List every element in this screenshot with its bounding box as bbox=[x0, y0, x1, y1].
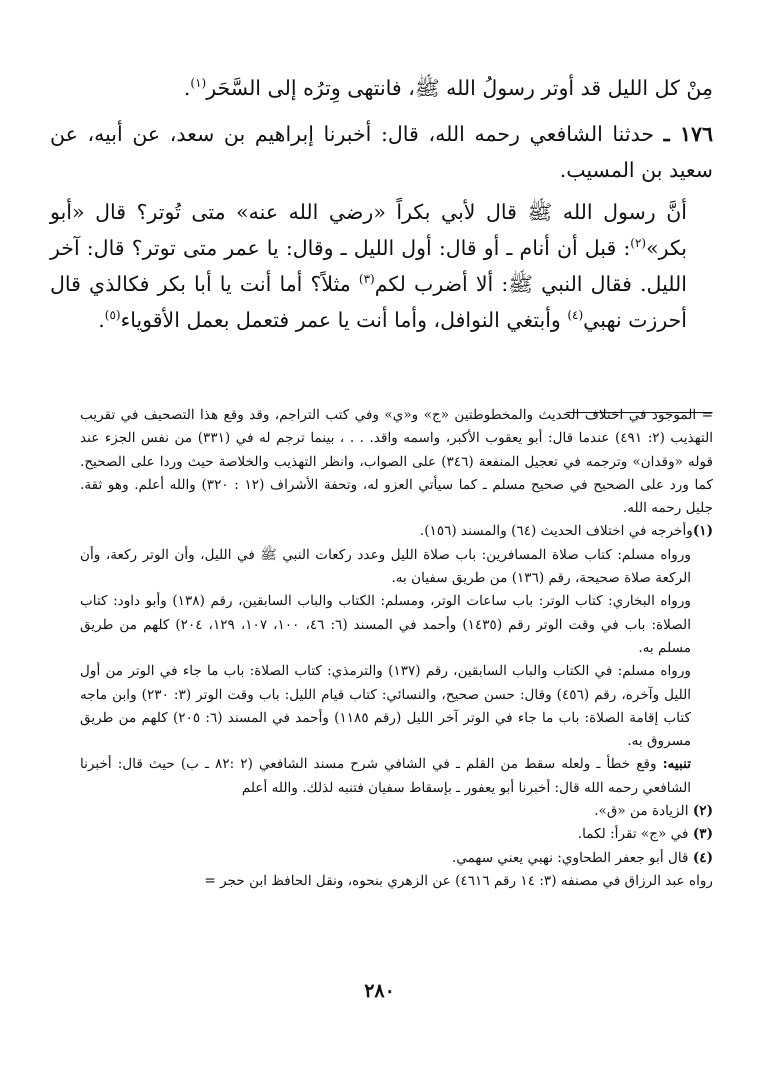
footnote-2-label: (٢) bbox=[692, 803, 713, 820]
continuation-text: مِنْ كل الليل قد أوتر رسولُ الله ﷺ، فانتهى وِترُه إلى السَّحَر bbox=[206, 76, 713, 100]
footnote-ref-4: (٤) bbox=[567, 308, 584, 323]
matn-part-1: أنَّ رسول الله ﷺ قال لأبي بكراً «رضي الله عنه» متى تُوتر؟ قال «أبو بكر» bbox=[50, 200, 687, 260]
footnote-1-note bbox=[80, 753, 713, 800]
matn-part-2: : قبل أن أنام ـ أو قال: أول الليل ـ وقال: يا عمر متى توتر؟ قال: آخر الليل. فقال النبي ﷺ: ألا أضرب لكم bbox=[50, 236, 687, 296]
footnote-ref-1: (١) bbox=[190, 76, 207, 91]
footnote-ref-3: (٣) bbox=[358, 272, 375, 287]
matn-part-3: مثلاً؟ أما أنت يا أبا بكر فكالذي قال أحرزت نهبي bbox=[50, 272, 687, 332]
footnote-3-text: في «ج» تقرأ: لكما. bbox=[577, 826, 693, 843]
matn-end: . bbox=[98, 308, 105, 332]
footnote-2 bbox=[80, 800, 713, 823]
page-number: ٢٨٠ bbox=[364, 980, 395, 1002]
matn-part-4: وأبتغي النوافل، وأما أنت يا عمر فتعمل بعمل الأقوياء bbox=[120, 308, 568, 332]
footnote-3 bbox=[80, 823, 713, 846]
note-label: تنبيه: bbox=[662, 756, 691, 773]
footnotes bbox=[80, 404, 713, 893]
footnote-ref-5: (٥) bbox=[104, 308, 121, 323]
footnote-3-label: (٣) bbox=[692, 826, 713, 843]
main-text bbox=[50, 70, 713, 348]
hadith-number: ١٧٦ ـ bbox=[663, 122, 713, 146]
isnad-text: حدثنا الشافعي رحمه الله، قال: أخبرنا إبراهيم بن سعد، عن أبيه، عن سعيد بن المسيب. bbox=[50, 122, 713, 182]
footnote-4 bbox=[80, 847, 713, 870]
hadith-isnad bbox=[50, 116, 713, 188]
footnote-1-intro: وأخرجه في اختلاف الحديث (٦٤) والمسند (١٥٦). bbox=[419, 523, 693, 540]
footnote-1-bukhari: ورواه البخاري: كتاب الوتر: باب ساعات الوتر، ومسلم: الكتاب والباب السابقين، رقم (١٣٨) وأبو داود: كتاب الصلاة: باب في وقت الوتر رقم (١٤٣٥) وأحمد في المسند (٦: ٤٦، ١٠٠، ١٠٧، ١٢٩، ٢٠٤) كلهم من طريق مسلم به. bbox=[80, 593, 691, 656]
continuation-paragraph: مِنْ كل الليل قد أوتر رسولُ الله ﷺ، فانتهى وِترُه إلى السَّحَر$^{(١)}$. bbox=[183, 76, 713, 100]
footnote-4-continuation: رواه عبد الرزاق في مصنفه (٣: ١٤ رقم ٤٦١٦) عن الزهري بنحوه، ونقل الحافظ ابن حجر = bbox=[204, 872, 713, 889]
hadith-matn bbox=[50, 194, 713, 338]
footnote-2-text: الزيادة من «ق». bbox=[594, 803, 693, 820]
footnote-4-text: قال أبو جعفر الطحاوي: نهبي يعني سهمي. bbox=[451, 849, 693, 866]
footnote-1-muslim-2: ورواه مسلم: في الكتاب والباب السابقين، رقم (١٣٧) والترمذي: كتاب الصلاة: باب ما جاء في الوتر من أول الليل وآخره، رقم (٤٥٦) وقال: حسن صحيح، والنسائي: كتاب قيام الليل: باب وقت الوتر (٣: ٢٣٠) وابن ماجه كتاب إقامة الصلاة: باب ما جاء في الوتر آخر الليل (رقم ١١٨٥) وأحمد في المسند (٦: ٢٠٥) كلهم من طريق مسروق به. bbox=[80, 663, 691, 750]
footnote-1-muslim: ورواه مسلم: كتاب صلاة المسافرين: باب صلاة الليل وعدد ركعات النبي ﷺ في الليل، وأن الوتر ركعة، وأن الركعة صلاة صحيحة، رقم (١٣٦) من طريق سفيان به. bbox=[80, 546, 691, 587]
note-text: وقع خطأ ـ ولعله سقط من القلم ـ في الشافي شرح مسند الشافعي (٢ :٨٢ ـ ب) حيث قال: أخبرنا الشافعي رحمه الله قال: أخبرنا أبو يعفور ـ بإسقاط سفيان فتنبه لذلك. والله أعلم bbox=[80, 756, 691, 796]
footnote-ref-2: (٢) bbox=[630, 236, 647, 251]
footnote-4-label: (٤) bbox=[692, 849, 713, 866]
footnote-1-label: (١) bbox=[692, 523, 713, 540]
footnote-carry-over: = الموجود في اختلاف الحديث والمخطوطتين «ج» و«ي» وفي كتب التراجم، وقد وقع هذا التصحيف في تقريب التهذيب (٢: ٤٩١) عندما قال: أبو يعقوب الأكبر، واسمه واقد. . . ، بينما ترجم له في (٣٣١) من نفس الجزء عند قوله «وقدان» وترجمه في تعجيل المنفعة (٣٤٦) على الصواب، وانظر التهذيب والخلاصة حيث وردا على الصحيح. كما ورد على الصحيح في صحيح مسلم ـ كما سيأتي العزو له، وتحفة الأشراف (١٢ : ٣٢٠) والله أعلم. وهو ثقة. جليل رحمه الله. bbox=[80, 407, 713, 517]
footnote-1 bbox=[80, 520, 713, 543]
